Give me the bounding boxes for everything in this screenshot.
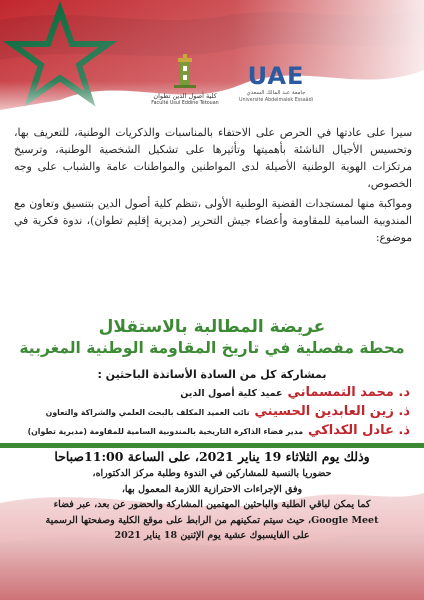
participant-row [14, 404, 410, 419]
intro-text [14, 124, 412, 249]
event-info [18, 448, 406, 544]
participant-name: ذ. زين العابدين الحسيني [254, 404, 410, 419]
info-line-4: Google Meet، حيث سيتم تمكينهم من الرابط على موقع الكلية وصفحتها الرسمية [45, 514, 379, 526]
faculty-logo [150, 54, 220, 108]
info-line-2: وفق الإجراءات الاحترازية اللازمة المعمول بها، [121, 483, 303, 495]
participants-intro: بمشاركة كل من السادة الأساتذة الباحثين : [97, 368, 327, 381]
participant-row [14, 423, 410, 438]
participant-name: د. محمد التمسماني [287, 385, 410, 400]
participant-role: نائب العميد المكلف بالبحث العلمي والشراكة والتعاون [45, 408, 250, 417]
university-logo [236, 62, 316, 104]
info-line-1: حضوريا بالنسبة للمشاركين في الندوة وطلبة مركز الدكتوراه، [92, 468, 332, 479]
seminar-title-block [0, 316, 424, 359]
logos-row [0, 52, 424, 122]
university-mark: UAE [247, 62, 305, 90]
faculty-name-en: Faculté Usul Eddine Tétouan [151, 101, 219, 106]
faculty-name-ar: كلية أصول الدين تطوان [153, 92, 217, 100]
seminar-subtitle: محطة مفصلية في تاريخ المقاومة الوطنية المغربية [19, 339, 405, 357]
info-line-3: كما يمكن لباقي الطلبة والباحثين المهتمين المشاركة والحضور عن بعد، عبر فضاء [53, 499, 371, 510]
participant-role: عميد كلية أصول الدين [180, 388, 283, 399]
event-date: وذلك يوم الثلاثاء 19 يناير 2021، على الساعة 11:00صباحا [54, 449, 370, 464]
participants-block [14, 368, 410, 442]
participant-row [14, 385, 410, 400]
participant-name: ذ. عادل الكداكي [308, 423, 410, 438]
minaret-icon [174, 54, 196, 88]
seminar-title: عريضة المطالبة بالاستقلال [98, 317, 326, 337]
university-name-en: Université Abdelmalek Essaâdi [239, 98, 313, 103]
intro-paragraph-2: ومواكبة منها لمستجدات القضية الوطنية الأولى ،تنظم كلية أصول الدين بتنسيق وتعاون مع المندوبية السامية للمقاومة وأعضاء جيش التحرير (مديرية إقليم تطوان)، ندوة فكرية في موضوع: [14, 197, 412, 244]
participant-role: مدير فضاء الذاكرة التاريخية بالمندوبية السامية للمقاومة (مديرية تطوان) [27, 427, 304, 436]
university-name-ar: جامعة عبد المالك السعدي [246, 90, 306, 96]
intro-paragraph-1: سيرا على عادتها في الحرص على الاحتفاء بالمناسبات والذكريات الوطنية، للتعريف بها، وتحسيس الأجيال الناشئة بأهميتها وتأثيرها على تشكيل الشخصية الوطنية، وترسيخ مرتكزات الهوية الوطنية الأصيلة لدى المواطنين والمواطنات عامة والشباب على وجه الخصوص، [14, 126, 412, 190]
info-line-5: على الفايسبوك عشية يوم الإثنين 18 يناير 2021 [114, 530, 310, 541]
